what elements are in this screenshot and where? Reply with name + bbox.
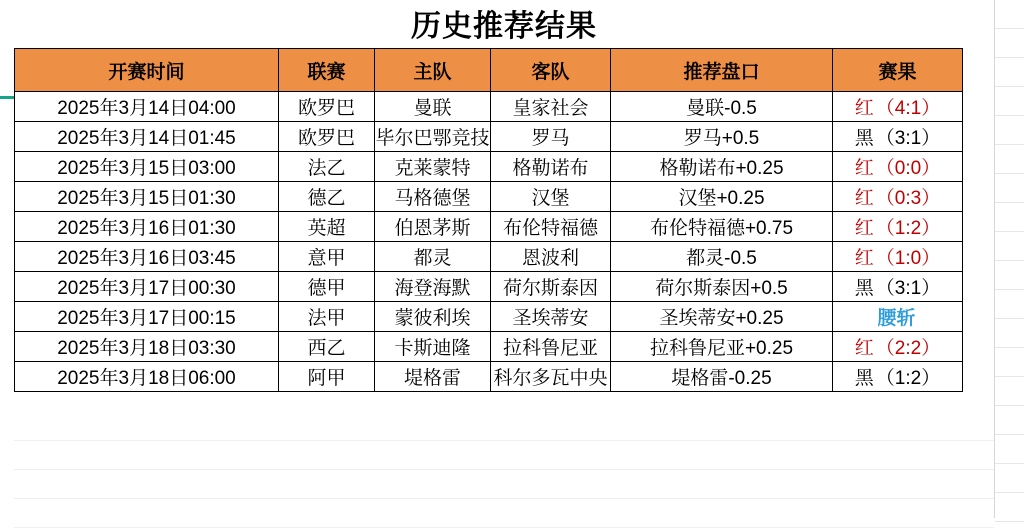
result-score: （0:3） — [875, 188, 941, 209]
cell-time: 2025年3月17日00:30 — [15, 272, 279, 302]
cell-time: 2025年3月18日03:30 — [15, 332, 279, 362]
empty-rows-area — [14, 412, 994, 518]
table-row — [15, 362, 963, 392]
cell-result — [833, 242, 963, 272]
cell-time: 2025年3月17日00:15 — [15, 302, 279, 332]
cell-result — [833, 122, 963, 152]
empty-cell — [995, 464, 1024, 493]
result-score: （0:0） — [875, 158, 941, 179]
cell-result — [833, 152, 963, 182]
cell-league: 阿甲 — [279, 362, 375, 392]
cell-time: 2025年3月14日04:00 — [15, 92, 279, 122]
status-badge — [833, 332, 962, 361]
table-row — [15, 272, 963, 302]
result-label: 红 — [854, 98, 874, 119]
table-row — [15, 332, 963, 362]
cell-result — [833, 212, 963, 242]
cell-pick: 曼联-0.5 — [611, 92, 833, 122]
cell-away-team: 罗马 — [491, 122, 611, 152]
empty-cell — [995, 319, 1024, 348]
cell-away-team: 皇家社会 — [491, 92, 611, 122]
result-label: 腰斩 — [877, 308, 916, 329]
empty-cell — [995, 290, 1024, 319]
table-row — [15, 92, 963, 122]
cell-home-team: 马格德堡 — [375, 182, 491, 212]
cell-time: 2025年3月16日03:45 — [15, 242, 279, 272]
empty-cell — [995, 145, 1024, 174]
cell-home-team: 曼联 — [375, 92, 491, 122]
result-label: 红 — [854, 338, 874, 359]
cell-league: 法乙 — [279, 152, 375, 182]
cell-pick: 汉堡+0.25 — [611, 182, 833, 212]
table-row — [15, 212, 963, 242]
table-header — [15, 49, 963, 92]
cell-away-team: 拉科鲁尼亚 — [491, 332, 611, 362]
cell-time: 2025年3月18日06:00 — [15, 362, 279, 392]
cell-pick: 拉科鲁尼亚+0.25 — [611, 332, 833, 362]
cell-away-team: 布伦特福德 — [491, 212, 611, 242]
status-badge — [833, 122, 962, 151]
empty-cell — [995, 87, 1024, 116]
result-score: （3:1） — [875, 278, 941, 299]
cell-result — [833, 272, 963, 302]
column-header-time: 开赛时间 — [15, 49, 279, 92]
result-label: 红 — [854, 188, 874, 209]
cell-away-team: 圣埃蒂安 — [491, 302, 611, 332]
cell-pick: 堤格雷-0.25 — [611, 362, 833, 392]
cell-result — [833, 302, 963, 332]
column-header-home-team: 主队 — [375, 49, 491, 92]
result-label: 红 — [854, 218, 874, 239]
cell-league: 西乙 — [279, 332, 375, 362]
status-badge — [833, 272, 962, 301]
table-row — [15, 182, 963, 212]
empty-cell — [995, 377, 1024, 406]
cell-home-team: 毕尔巴鄂竞技 — [375, 122, 491, 152]
cell-league: 欧罗巴 — [279, 122, 375, 152]
cell-pick: 布伦特福德+0.75 — [611, 212, 833, 242]
cell-league: 英超 — [279, 212, 375, 242]
cell-pick: 都灵-0.5 — [611, 242, 833, 272]
empty-row — [14, 499, 994, 528]
empty-cell — [995, 116, 1024, 145]
status-badge — [833, 242, 962, 271]
cell-home-team: 都灵 — [375, 242, 491, 272]
cell-home-team: 蒙彼利埃 — [375, 302, 491, 332]
cell-result — [833, 92, 963, 122]
cell-away-team: 汉堡 — [491, 182, 611, 212]
result-label: 黑 — [854, 278, 874, 299]
empty-row — [14, 441, 994, 470]
result-score: （1:0） — [875, 248, 941, 269]
cell-away-team: 格勒诺布 — [491, 152, 611, 182]
result-score: （3:1） — [875, 128, 941, 149]
status-badge — [833, 212, 962, 241]
table-row — [15, 152, 963, 182]
result-label: 黑 — [854, 128, 874, 149]
cell-result — [833, 182, 963, 212]
empty-cell — [995, 58, 1024, 87]
right-empty-column — [994, 0, 1024, 518]
cell-time: 2025年3月15日03:00 — [15, 152, 279, 182]
cell-league: 法甲 — [279, 302, 375, 332]
result-score: （4:1） — [875, 98, 941, 119]
column-header-league: 联赛 — [279, 49, 375, 92]
empty-cell — [995, 174, 1024, 203]
empty-row — [14, 412, 994, 441]
table-body — [15, 92, 963, 392]
cell-league: 意甲 — [279, 242, 375, 272]
empty-cell — [995, 348, 1024, 377]
cell-home-team: 堤格雷 — [375, 362, 491, 392]
status-badge — [833, 92, 962, 121]
column-header-pick: 推荐盘口 — [611, 49, 833, 92]
empty-cell — [995, 406, 1024, 435]
status-badge — [833, 362, 962, 391]
empty-cell — [995, 203, 1024, 232]
status-badge — [833, 182, 962, 211]
cell-time: 2025年3月14日01:45 — [15, 122, 279, 152]
empty-row — [14, 470, 994, 499]
status-badge — [833, 302, 962, 331]
cell-home-team: 海登海默 — [375, 272, 491, 302]
header-row — [15, 49, 963, 92]
cell-pick: 荷尔斯泰因+0.5 — [611, 272, 833, 302]
cell-league: 德乙 — [279, 182, 375, 212]
cell-pick: 格勒诺布+0.25 — [611, 152, 833, 182]
cell-away-team: 科尔多瓦中央 — [491, 362, 611, 392]
cell-time: 2025年3月15日01:30 — [15, 182, 279, 212]
cell-home-team: 卡斯迪隆 — [375, 332, 491, 362]
cell-away-team: 荷尔斯泰因 — [491, 272, 611, 302]
cell-pick: 圣埃蒂安+0.25 — [611, 302, 833, 332]
result-label: 黑 — [854, 368, 874, 389]
result-score: （2:2） — [875, 338, 941, 359]
empty-cell — [995, 0, 1024, 29]
result-score: （1:2） — [875, 368, 941, 389]
cell-home-team: 伯恩茅斯 — [375, 212, 491, 242]
cell-time: 2025年3月16日01:30 — [15, 212, 279, 242]
cell-league: 欧罗巴 — [279, 92, 375, 122]
cell-away-team: 恩波利 — [491, 242, 611, 272]
cell-league: 德甲 — [279, 272, 375, 302]
result-label: 红 — [854, 158, 874, 179]
empty-cell — [995, 435, 1024, 464]
empty-cell — [995, 261, 1024, 290]
table-row — [15, 302, 963, 332]
cell-result — [833, 332, 963, 362]
status-badge — [833, 152, 962, 181]
column-header-result: 赛果 — [833, 49, 963, 92]
history-results-table — [14, 48, 963, 392]
cell-result — [833, 362, 963, 392]
empty-cell — [995, 232, 1024, 261]
column-header-away-team: 客队 — [491, 49, 611, 92]
table-row — [15, 122, 963, 152]
empty-cell — [995, 29, 1024, 58]
table-row — [15, 242, 963, 272]
page-title: 历史推荐结果 — [411, 10, 597, 43]
row-accent-marker — [0, 96, 14, 99]
result-score: （1:2） — [875, 218, 941, 239]
result-label: 红 — [854, 248, 874, 269]
cell-home-team: 克莱蒙特 — [375, 152, 491, 182]
cell-pick: 罗马+0.5 — [611, 122, 833, 152]
